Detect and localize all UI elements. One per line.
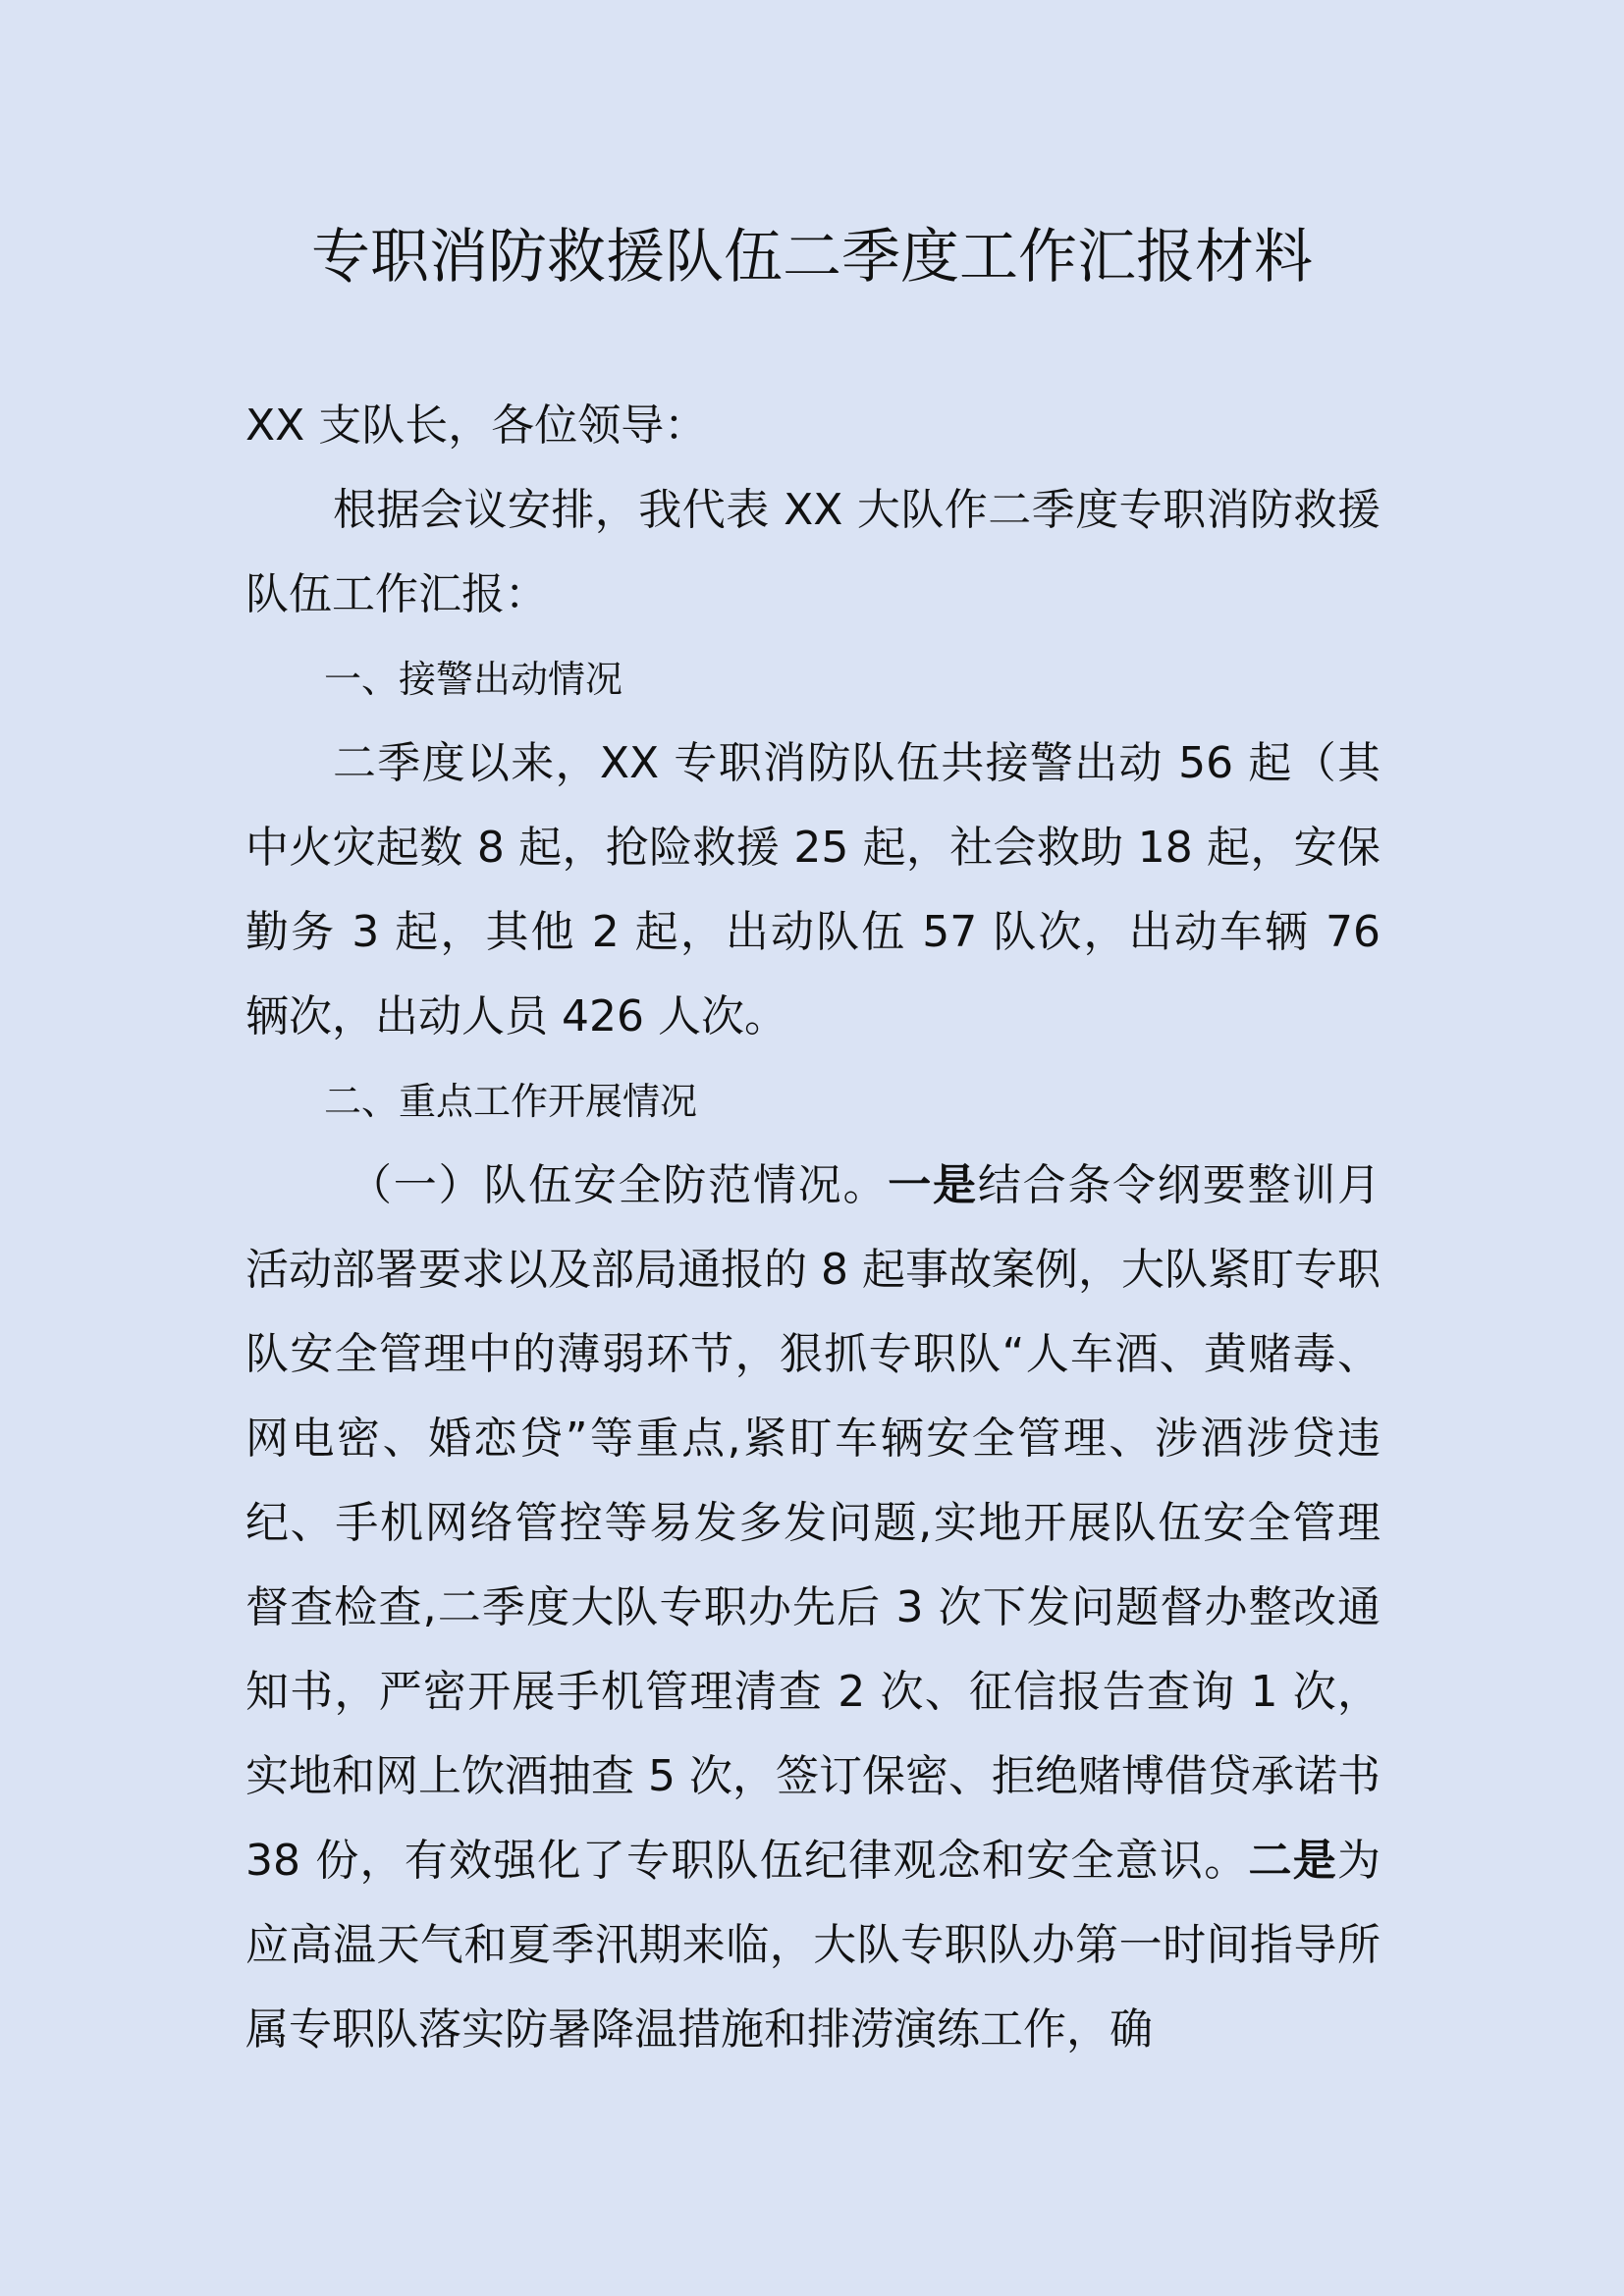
section-heading-1: 一、接警出动情况 xyxy=(324,658,623,701)
point-2-label: 二是 xyxy=(1248,1836,1338,1886)
subsection-heading: （一）队伍安全防范情况。 xyxy=(349,1160,889,1210)
document-body xyxy=(245,384,1380,2072)
document-title: 专职消防救援队伍二季度工作汇报材料 xyxy=(311,223,1313,292)
salutation: XX 支队长，各位领导： xyxy=(245,400,708,451)
point-1-label: 一是 xyxy=(888,1160,978,1210)
point-2-text: 为应高温天气和夏季汛期来临，大队专职队办第一时间指导所属专职队落实防暑降温措施和排涝演练工作，确 xyxy=(245,1836,1381,2055)
section-2-paragraph xyxy=(245,1144,1380,2072)
point-1-text: 结合条令纲要整训月活动部署要求以及部局通报的 8 起事故案例，大队紧盯专职队安全管理中的薄弱环节，狠抓专职队“人车酒、黄赌毒、网电密、婚恋贷”等重点,紧盯车辆安全管理、涉酒涉贷违纪、手机网络管控等易发多发问题,实地开展队伍安全管理督查检查,二季度大队专职办先后 3 次下发问题督办整改通知书，严密开展手机管理清查 2 次、征信报告查询 1 次，实地和网上饮酒抽查 5 次，签订保密、拒绝赌博借贷承诺书 38 份，有效强化了专职队伍纪律观念和安全意识。 xyxy=(245,1160,1381,1886)
section-1-paragraph: 二季度以来，XX 专职消防队伍共接警出动 56 起（其中火灾起数 8 起，抢险救援 25 起，社会救助 18 起，安保勤务 3 起，其他 2 起，出动队伍 57 队次，出动车辆 76 辆次，出动人员 426 人次。 xyxy=(245,738,1380,1041)
intro-paragraph: 根据会议安排，我代表 XX 大队作二季度专职消防救援队伍工作汇报： xyxy=(245,485,1380,619)
section-heading-2: 二、重点工作开展情况 xyxy=(324,1080,698,1123)
